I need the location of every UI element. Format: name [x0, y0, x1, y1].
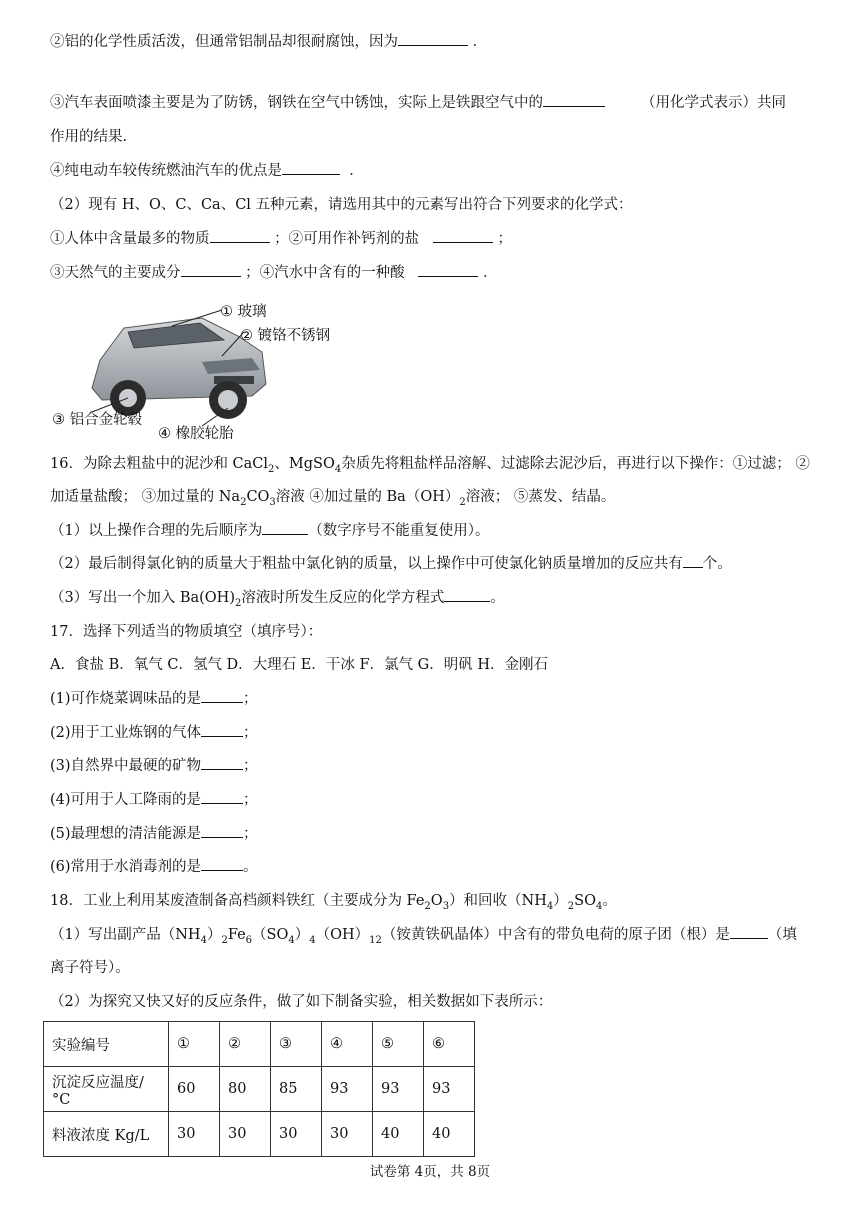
q16-stem-1: 16．为除去粗盐中的泥沙和 CaCl$_2$、MgSO$_4$杂质先将粗盐样品溶解、过滤除去泥沙后，再进行以下操作：①过滤； ②	[50, 456, 810, 475]
table-row	[44, 1112, 475, 1157]
answer-blank[interactable]	[433, 228, 493, 243]
q15-item-3-cont: 作用的结果.	[50, 129, 128, 145]
answer-blank[interactable]	[282, 160, 340, 175]
table-row	[44, 1022, 475, 1067]
q15-item-3: ③汽车表面喷漆主要是为了防锈，钢铁在空气中锈蚀，实际上是铁跟空气中的 （用化学式表示）共同	[50, 92, 812, 114]
q16-stem-2: 加适量盐酸； ③加过量的 $Na_2CO_3$溶液 ④加过量的 $Ba(OH)_2$溶液； ⑤蒸发、结晶。	[50, 489, 616, 508]
answer-blank[interactable]	[181, 262, 241, 277]
answer-blank[interactable]	[398, 31, 468, 46]
page-footer: 试卷第 4页，共 8页	[369, 1164, 491, 1180]
q15-item-2: ②铝的化学性质活泼，但通常铝制品却很耐腐蚀，因为 ．	[50, 31, 812, 53]
q17-title: 17．选择下列适当的物质填空（填序号）：	[50, 624, 323, 640]
answer-blank[interactable]	[210, 228, 270, 243]
table-cell: 80	[220, 1067, 271, 1112]
q16-part3: （3）写出一个加入 $Ba(OH)_2$溶液时所发生反应的化学方程式 。	[50, 587, 812, 609]
q17-item-5: (5)最理想的清洁能源是 ；	[50, 823, 812, 845]
table-cell: ⑤	[373, 1022, 424, 1067]
experiment-table	[43, 1021, 475, 1157]
q17-item-4: (4)可用于人工降雨的是 ；	[50, 789, 812, 811]
table-cell: 40	[424, 1112, 475, 1157]
table-cell: ③	[271, 1022, 322, 1067]
q18-part1: （1）写出副产品$(NH_4)_2Fe_6(SO_4)_4(OH)_{12}$（铵黄铁矾晶体）中含有的带负电荷的原子团（根）是 （填	[50, 924, 812, 946]
answer-blank[interactable]	[683, 553, 703, 568]
q15-part2-row1: ①人体中含量最多的物质 ；②可用作补钙剂的盐 ；	[50, 228, 812, 250]
q17-options: A．食盐 B．氧气 C．氢气 D．大理石 E．干冰 F．氯气 G．明矾 H．金刚石	[50, 657, 548, 673]
q15-part2-row2: ③天然气的主要成分 ；④汽水中含有的一种酸 ．	[50, 262, 812, 284]
answer-blank[interactable]	[201, 856, 243, 871]
q16-part2: （2）最后制得氯化钠的质量大于粗盐中氯化钠的质量，以上操作中可使氯化钠质量增加的反应共有 个。	[50, 553, 812, 575]
callout-alloy-wheel: ③ 铝合金轮毂	[52, 412, 143, 428]
answer-blank[interactable]	[201, 823, 243, 838]
callout-chrome-steel: ② 镀铬不锈钢	[240, 328, 331, 344]
answer-blank[interactable]	[444, 587, 490, 602]
answer-blank[interactable]	[201, 688, 243, 703]
q18-part2: （2）为探究又快又好的反应条件，做了如下制备实验，相关数据如下表所示：	[50, 994, 553, 1010]
table-cell: ⑥	[424, 1022, 475, 1067]
table-cell: 85	[271, 1067, 322, 1112]
q15-part2-intro: （2）现有 H、O、C、Ca、Cl 五种元素，请选用其中的元素写出符合下列要求的化学式：	[50, 197, 633, 213]
table-cell: 30	[271, 1112, 322, 1157]
q16-part1: （1）以上操作合理的先后顺序为 （数字序号不能重复使用）。	[50, 520, 812, 542]
table-cell: ④	[322, 1022, 373, 1067]
table-cell: 沉淀反应温度/°C	[44, 1067, 169, 1112]
answer-blank[interactable]	[201, 789, 243, 804]
table-cell: 30	[169, 1112, 220, 1157]
q17-item-6: (6)常用于水消毒剂的是 。	[50, 856, 812, 878]
q18-part1-cont: 离子符号）。	[50, 960, 130, 976]
callout-rubber-tire: ④ 橡胶轮胎	[158, 426, 234, 442]
table-cell: ②	[220, 1022, 271, 1067]
table-row	[44, 1067, 475, 1112]
table-cell: 93	[424, 1067, 475, 1112]
q17-item-1: (1)可作烧菜调味品的是 ；	[50, 688, 812, 710]
car-figure	[52, 296, 352, 442]
answer-blank[interactable]	[730, 924, 768, 939]
table-cell: ①	[169, 1022, 220, 1067]
q15-item-4: ④纯电动车较传统燃油汽车的优点是 ．	[50, 160, 812, 182]
table-cell: 60	[169, 1067, 220, 1112]
table-cell: 30	[322, 1112, 373, 1157]
table-cell: 93	[322, 1067, 373, 1112]
q17-item-2: (2)用于工业炼钢的气体 ；	[50, 722, 812, 744]
answer-blank[interactable]	[543, 92, 605, 107]
answer-blank[interactable]	[201, 755, 243, 770]
table-cell: 30	[220, 1112, 271, 1157]
table-cell: 93	[373, 1067, 424, 1112]
table-cell: 料液浓度 Kg/L	[44, 1112, 169, 1157]
answer-blank[interactable]	[201, 722, 243, 737]
table-cell: 实验编号	[44, 1022, 169, 1067]
answer-blank[interactable]	[262, 520, 308, 535]
table-cell: 40	[373, 1112, 424, 1157]
q18-stem: 18．工业上利用某废渣制备高档颜料铁红（主要成分为 $Fe_2O_3$）和回收$(NH_4)_2SO_4$。	[50, 893, 617, 912]
callout-glass: ① 玻璃	[220, 304, 267, 320]
answer-blank[interactable]	[418, 262, 478, 277]
q17-item-3: (3)自然界中最硬的矿物 ；	[50, 755, 812, 777]
